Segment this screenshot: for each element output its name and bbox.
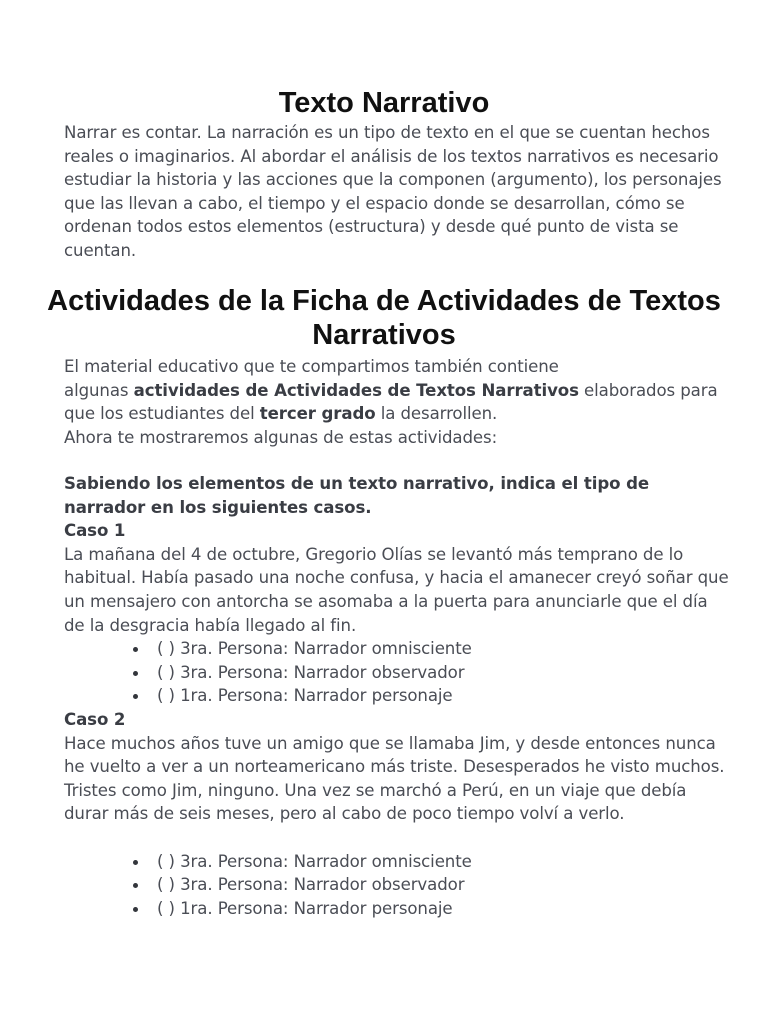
material-line1: El material educativo que te compartimos también contiene	[64, 357, 559, 376]
case1-option-observador: ( ) 3ra. Persona: Narrador observador	[64, 661, 730, 685]
task-section	[64, 472, 730, 708]
case2-option-omnisciente: ( ) 3ra. Persona: Narrador omnisciente	[64, 850, 730, 874]
case2-section	[64, 708, 730, 920]
case1-options	[64, 637, 730, 708]
material-mid: elaborados para que los estudiantes del	[64, 380, 718, 424]
task-instruction: Sabiendo los elementos de un texto narrativo, indica el tipo de narrador en los siguientes casos.	[64, 474, 650, 517]
case1-label: Caso 1	[64, 521, 126, 541]
material-section	[64, 355, 730, 449]
intro-section	[64, 121, 730, 263]
section-heading: Actividades de la Ficha de Actividades de Textos Narrativos	[47, 285, 721, 351]
case2-option-personaje: ( ) 1ra. Persona: Narrador personaje	[64, 897, 730, 921]
material-line3: Ahora te mostraremos algunas de estas actividades:	[64, 427, 498, 447]
intro-paragraph: Narrar es contar. La narración es un tipo de texto en el que se cuentan hechos reales o imaginarios. Al abordar el análisis de los textos narrativos es necesario estudiar la historia y las acciones que la componen (argumento), los personajes que las llevan a cabo, el tiempo y el espacio donde se desarrollan, cómo se ordenan todos estos elementos (estructura) y desde qué punto de vista se cuentan.	[64, 123, 722, 260]
case1-option-personaje: ( ) 1ra. Persona: Narrador personaje	[64, 684, 730, 708]
case2-options	[64, 850, 730, 921]
page-title: Texto Narrativo	[278, 87, 490, 119]
material-bold-activities: actividades de Actividades de Textos Narrativos	[133, 380, 579, 400]
case2-option-observador: ( ) 3ra. Persona: Narrador observador	[64, 873, 730, 897]
case1-text: La mañana del 4 de octubre, Gregorio Olías se levantó más temprano de lo habitual. Había pasado una noche confusa, y hacia el amanecer creyó soñar que un mensajero con antorcha se asomaba a la puerta para anunciarle que el día de la desgracia había llegado al fin.	[64, 544, 729, 635]
material-paragraph	[64, 355, 730, 426]
material-post: la desarrollen.	[375, 404, 498, 424]
case1-option-omnisciente: ( ) 3ra. Persona: Narrador omnisciente	[64, 637, 730, 661]
case2-label: Caso 2	[64, 710, 126, 729]
case2-spacer	[64, 826, 730, 850]
case2-text: Hace muchos años tuve un amigo que se llamaba Jim, y desde entonces nunca he vuelto a ver a un norteamericano más triste. Desesperados he visto muchos. Tristes como Jim, ninguno. Una vez se marchó a Perú, en un viaje que debía durar más de seis meses, pero al cabo de poco tiempo volví a verlo.	[64, 733, 725, 824]
material-bold-grade: tercer grado	[259, 404, 376, 424]
material-pre: algunas	[64, 380, 134, 400]
